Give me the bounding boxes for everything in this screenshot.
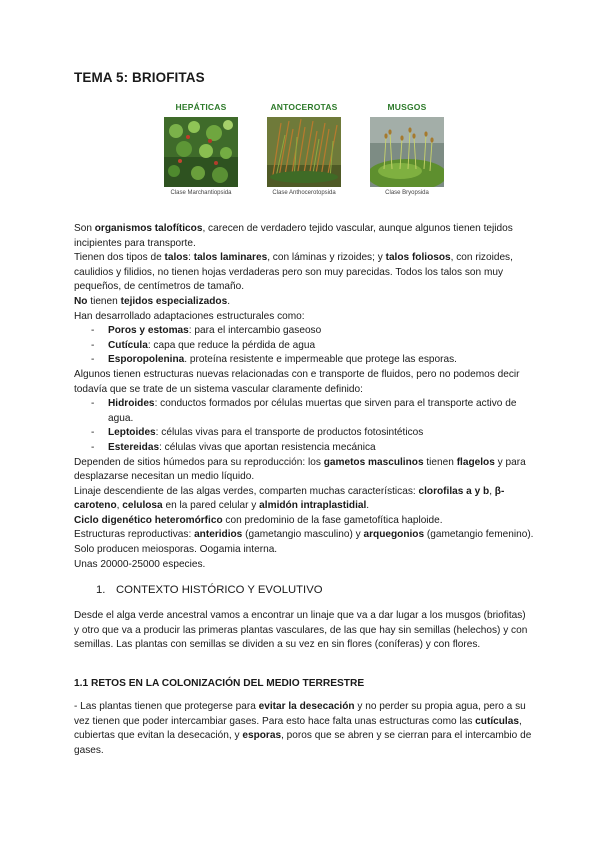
paragraph-talos: Tienen dos tipos de talos: talos laminares, con láminas y rizoides; y talos foliosos, con rizoides, caulidios y filidios, no tienen hojas verdaderas pero son muy parecidas. Todos los talos son muy pequeños, de centímetros de tamaño.: [74, 252, 513, 293]
moss-photo-icon: [370, 117, 444, 187]
plate-hepaticas: [160, 100, 242, 196]
plate-label: HEPÁTICAS: [175, 102, 227, 112]
paragraph-tejidos: No tienen tejidos especializados.: [74, 295, 230, 307]
bryophyte-plates: [160, 100, 450, 210]
paragraph-ciclo: Ciclo digenético heteromórfico con predominio de la fase gametofítica haploide.: [74, 514, 443, 526]
structures-list: [74, 397, 534, 455]
list-item: - Esporopolenina. proteína resistente e impermeable que protege las esporas.: [91, 354, 457, 366]
plate-caption: Clase Anthocerotopsida: [272, 190, 336, 196]
subsection-heading-1-1: 1.1 RETOS EN LA COLONIZACIÓN DEL MEDIO TERRESTRE: [74, 678, 365, 689]
paragraph-estructuras: Algunos tienen estructuras nuevas relacionadas con e transporte de fluidos, pero no podemos decir todavía que se trate de un sistema vascular claramente definido:: [74, 368, 520, 395]
page-title: TEMA 5: BRIOFITAS: [74, 70, 205, 85]
paragraph-especies: Unas 20000-25000 especies.: [74, 558, 206, 570]
hornwort-photo-icon: [267, 117, 341, 187]
plate-label: MUSGOS: [387, 102, 427, 112]
paragraph-reproduccion: Dependen de sitios húmedos para su reproducción: los gametos masculinos tienen flagelos y para desplazarse necesitan un medio líquido.: [74, 456, 526, 483]
plate-musgos: [366, 100, 448, 196]
intro-text: [74, 222, 534, 572]
list-item: - Poros y estomas: para el intercambio gaseoso: [91, 325, 322, 337]
plate-antocerotas: [263, 100, 345, 196]
plate-label: ANTOCEROTAS: [270, 102, 338, 112]
list-item: - Hidroides: conductos formados por células muertas que sirven para el transporte activo de agua.: [91, 398, 517, 424]
list-item: - Leptoides: células vivas para el transporte de productos fotosintéticos: [91, 427, 424, 439]
subsection-1-1-text: - Las plantas tienen que protegerse para evitar la desecación y no perder su propia agua, pero a su vez tienen que poder intercambiar gases. Para esto hace falta unas estructuras como las cutículas, cubiertas que evitan la desecación, y esporas, poros que se abren y se cierran para el intercambio de gases.: [74, 701, 532, 756]
paragraph-linaje: Linaje descendiente de las algas verdes, comparten muchas características: clorofilas a y b, β-caroteno, celulosa en la pared celular y almidón intraplastidial.: [74, 485, 505, 512]
section-heading-1: 1. CONTEXTO HISTÓRICO Y EVOLUTIVO: [96, 584, 323, 596]
list-item: - Estereidas: células vivas que aportan resistencia mecánica: [91, 441, 376, 453]
paragraph-organismos: Son organismos talofíticos, carecen de verdadero tejido vascular, aunque algunos tienen tejidos incipientes para transporte.: [74, 223, 513, 249]
list-item: - Cutícula: capa que reduce la pérdida de agua: [91, 339, 316, 351]
liverwort-photo-icon: [164, 117, 238, 187]
paragraph-estructuras-reproductivas: Estructuras reproductivas: anteridios (gametangio masculino) y arquegonios (gametangio femenino). Solo producen meiosporas. Oogamia interna.: [74, 529, 534, 556]
adaptations-list: [74, 324, 534, 368]
section-1-text: Desde el alga verde ancestral vamos a encontrar un linaje que va a dar lugar a los musgos (briofitas) y otro que va a producir las primeras plantas vasculares, de las que hay sin semillas (helechos) y con semillas. Las plantas con semillas se dividen a su vez en sin flores (coníferas) y con flores.: [74, 610, 528, 651]
paragraph-adaptaciones: Han desarrollado adaptaciones estructurales como:: [74, 310, 305, 322]
plate-caption: Clase Bryopsida: [385, 190, 429, 196]
plate-caption: Clase Marchantiopsida: [170, 190, 232, 196]
